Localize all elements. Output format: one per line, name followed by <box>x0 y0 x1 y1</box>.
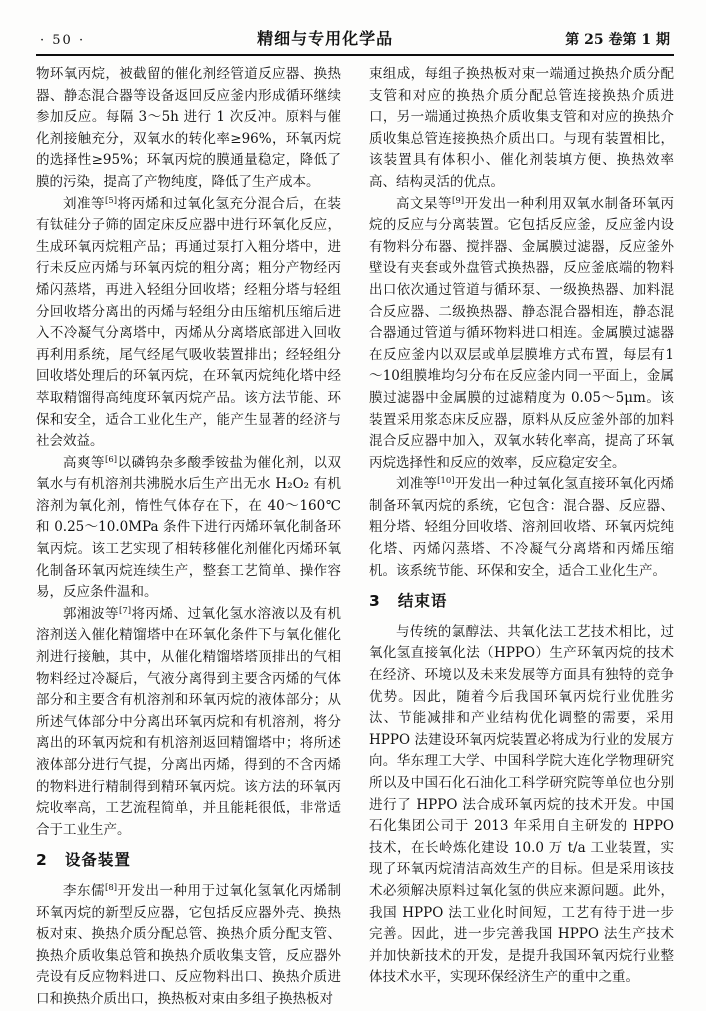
paragraph: 物环氧丙烷，被截留的催化剂经管道反应器、换热器、静态混合器等设备返回反应釜内形成循环继续参加反应。每隔 3～5h 进行 1 次反冲。原料与催化剂接触充分，双氧水的转化率≥96%，环氧丙烷的选择性≥95%；环氧丙烷的膜通量稳定，降低了膜的污染，提高了产物纯度，降低了生产成本。 <box>36 66 341 190</box>
paragraph: 高爽等[6]以磷钨杂多酸季铵盐为催化剂，以双氧水与有机溶剂共沸脱水后生产出无水 H₂O₂ 有机溶剂为氧化剂，惰性气体存在下，在 40～160℃和 0.25～10.0MPa 条件下进行丙烯环氧化制备环氧丙烷。该工艺实现了相转移催化剂催化丙烯环氧化制备环氧丙烷连续生产，整套工艺简单、操作容易，反应条件温和。 <box>36 454 342 601</box>
left-column <box>36 64 341 1007</box>
page-header <box>40 26 670 49</box>
paragraph: 与传统的氯醇法、共氧化法工艺技术相比，过氧化氢直接氧化法（HPPO）生产环氧丙烷的技术在经济、环境以及未来发展等方面具有独特的竞争优势。因此，随着今后我国环氧丙烷行业优胜劣汰、节能减排和产业结构优化调整的需要，采用 HPPO 法建设环氧丙烷装置必将成为行业的发展方向。华东理工大学、中国科学院大连化学物理研究所以及中国石化石油化工科学研究院等单位也分别进行了 HPPO 法合成环氧丙烷的技术开发。中国石化集团公司于 2013 年采用自主研发的 HPPO 技术，在长岭炼化建设 10.0 万 t/a 工业装置，实现了环氧丙烷清洁高效生产的目标。但是采用该技术必须解决原料过氧化氢的供应来源问题。此外，我国 HPPO 法工业化时间短，工艺有待于进一步完善。因此，进一步完善我国 HPPO 法生产技术并加快新技术的开发，是提升我国环氧丙烷行业整体技术水平，实现环保经济生产的重中之重。 <box>369 623 674 986</box>
citation-ref: [10] <box>437 476 455 487</box>
paragraph: 高文杲等[9]开发出一种利用双氧水制备环氧丙烷的反应与分离装置。它包括反应釜，反应釜内设有物料分布器、搅拌器、金属膜过滤器，反应釜外壁设有夹套或外盘管式换热器，反应釜底端的物料出口依次通过管道与循环泵、一级换热器、加料混合反应器、二级换热器、静态混合器相连，静态混合器通过管道与循环物料进口相连。金属膜过滤器在反应釜内以双层或单层膜堆方式布置，每层有1～10组膜堆均匀分布在反应釜内同一平面上，金属膜过滤器中金属膜的过滤精度为 0.05～5μm。该装置采用浆态床反应器，原料从反应釜外部的加料混合反应器中加入，双氧水转化率高，提高了环氧丙烷选择性和反应的效率，反应稳定安全。 <box>369 195 675 471</box>
paragraph: 刘准等[5]将丙烯和过氧化氢充分混合后，在装有钛硅分子筛的固定床反应器中进行环氧化反应，生成环氧丙烷粗产品；再通过泵打入粗分塔中，进行未反应丙烯与环氧丙烷的粗分离；粗分产物经丙烯闪蒸塔，再进入轻组分回收塔；经粗分塔与轻组分回收塔分离出的丙烯与轻组分由压缩机压缩后进入不冷凝气分离塔中，丙烯从分离塔底部进入回收再利用系统，尾气经尾气吸收装置排出；经轻组分回收塔处理后的环氧丙烷，在环氧丙烷纯化塔中经萃取精馏得高纯度环氧丙烷产品。该方法节能、环保和安全，适合工业化生产，能产生显著的经济与社会效益。 <box>36 195 342 450</box>
paragraph: 郭湘波等[7]将丙烯、过氧化氢水溶液以及有机溶剂送入催化精馏塔中在环氧化条件下与氧化催化剂进行接触，其中，从催化精馏塔塔顶排出的气相物料经过冷凝后，气液分离得到主要含丙烯的气体部分和主要含有机溶剂和环氧丙烷的液体部分；从所述气体部分中分离出环氧丙烷和有机溶剂，将分离出的环氧丙烷和有机溶剂返回精馏塔中；将所述液体部分进行气提，分离出丙烯，得到的不含丙烯的物料进行精制得到精环氧丙烷。该方法的环氧丙烷收率高，工艺流程简单，并且能耗很低，非常适合于工业生产。 <box>36 605 342 838</box>
citation-ref: [8] <box>105 882 118 893</box>
section-title: 结束语 <box>397 592 448 611</box>
citation-ref: [7] <box>119 605 132 616</box>
text-columns <box>36 64 674 1007</box>
paragraph: 李东儒[8]开发出一种用于过氧化氢氧化丙烯制环氧丙烷的新型反应器，它包括反应器外壳、换热板对束、换热介质分配总管、换热介质分配支管、换热介质收集总管和换热介质收集支管，反应器外壳设有反应物料进口、反应物料出口、换热介质进口和换热介质出口，换热板对束由多组子换热板对 <box>36 882 342 1007</box>
citation-ref: [6] <box>105 454 118 465</box>
section-heading <box>369 591 674 613</box>
header-rule <box>36 54 674 56</box>
journal-title: 精细与专用化学品 <box>257 29 394 48</box>
citation-ref: [9] <box>452 195 465 206</box>
section-number: 2 <box>36 851 48 870</box>
section-heading <box>36 850 341 872</box>
page-number: · 50 · <box>40 33 86 48</box>
citation-ref: [5] <box>105 195 118 206</box>
paragraph: 束组成，每组子换热板对束一端通过换热介质分配支管和对应的换热介质分配总管连接换热介质进口，另一端通过换热介质收集支管和对应的换热介质收集总管连接换热介质出口。与现有装置相比，该装置具有体积小、催化剂装填方便、换热效率高、结构灵活的优点。 <box>369 66 674 190</box>
section-title: 设备装置 <box>64 851 131 870</box>
right-column <box>369 64 674 1007</box>
issue-info: 第 25 卷第 1 期 <box>565 32 670 48</box>
paragraph: 刘准等[10]开发出一种过氧化氢直接环氧化丙烯制备环氧丙烷的系统，它包含：混合器、反应器、粗分塔、轻组分回收塔、溶剂回收塔、环氧丙烷纯化塔、丙烯闪蒸塔、不冷凝气分离塔和丙烯压缩机。该系统节能、环保和安全，适合工业化生产。 <box>369 476 675 579</box>
section-number: 3 <box>369 592 381 611</box>
